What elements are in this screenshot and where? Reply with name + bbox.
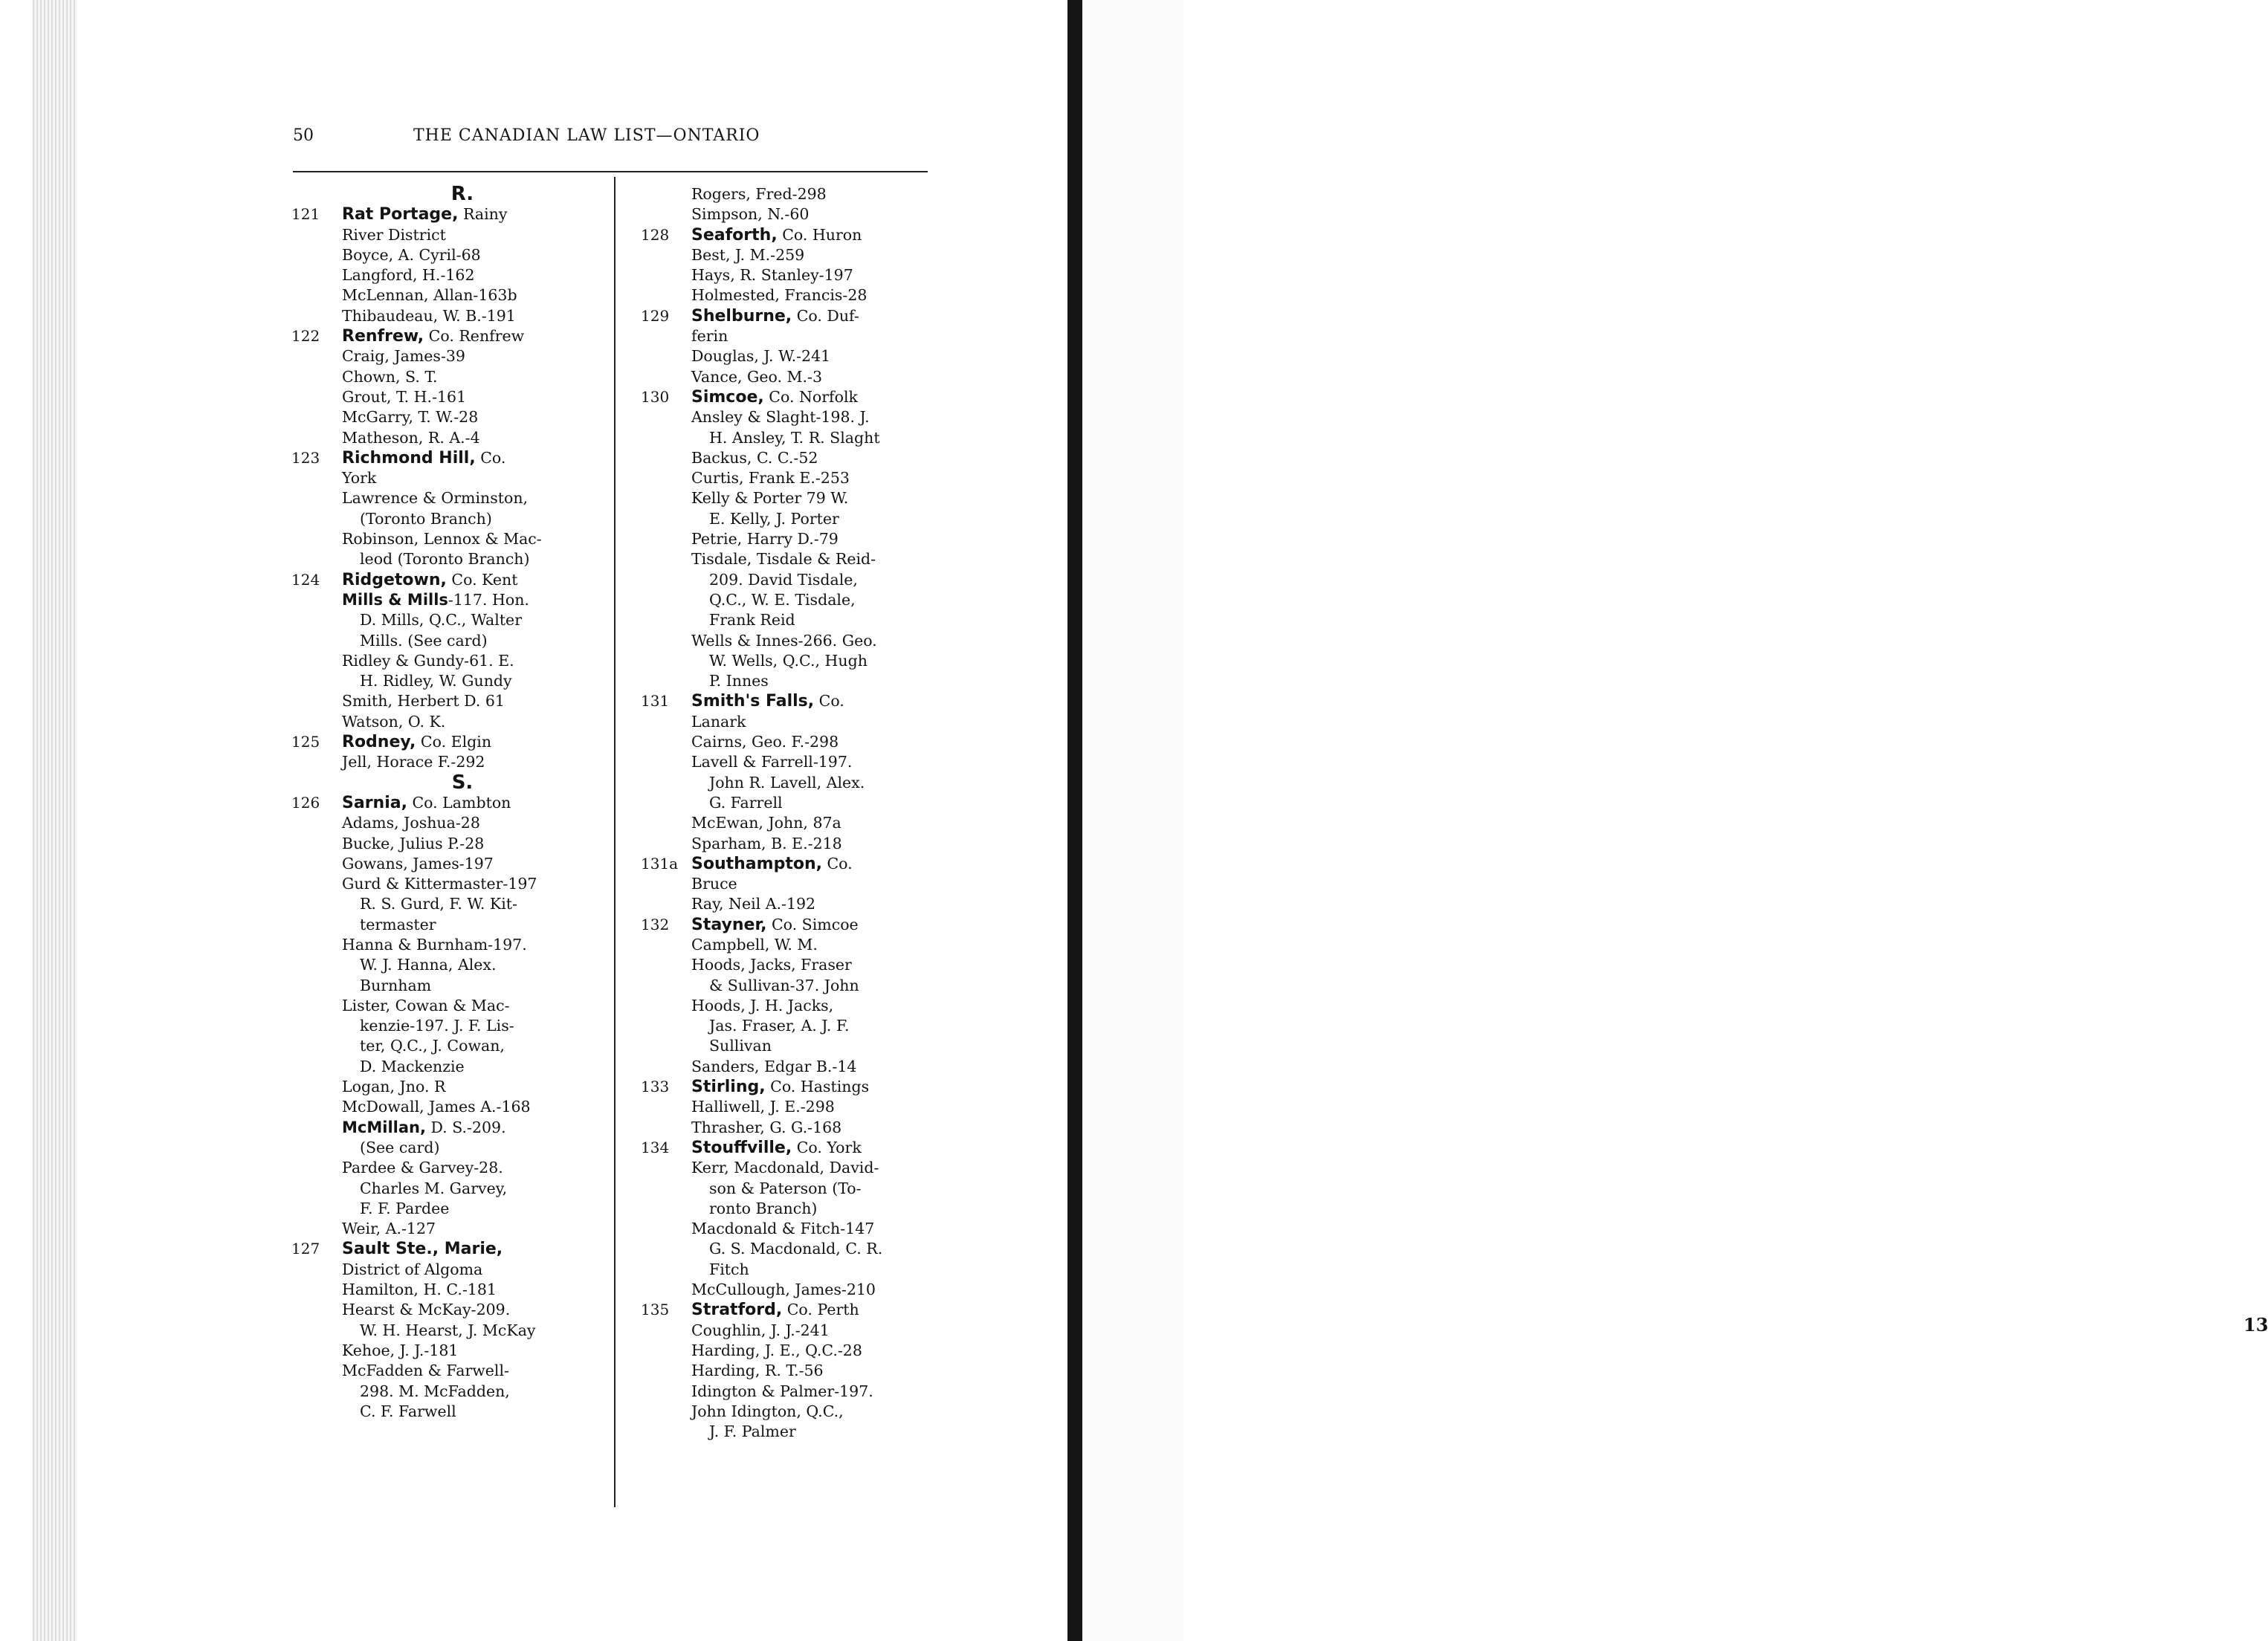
listing-line: Mills. (See card) [360,631,488,650]
county-name: Co. Huron [782,225,862,244]
listing-line: Idington & Palmer-197. [691,1382,873,1400]
county-name: Co. [480,448,506,467]
town-name: Shelburne, [691,306,792,326]
listing-line: Petrie, Harry D.-79 [691,530,839,548]
listing-line: Weir, A.-127 [342,1220,436,1238]
entry-number: 127 [291,1240,320,1258]
county-name: Co. Perth [786,1301,859,1319]
listing-line: Mills & Mills-117. Hon. [342,590,529,609]
town-name: Stouffville, [691,1138,792,1157]
listing-line: McLennan, Allan-163b [342,286,517,305]
town-entry [641,225,938,306]
listing-line: Frank Reid [709,611,795,629]
column-divider [614,177,616,1507]
town-name: Renfrew, [342,327,424,346]
listing-line: Hoods, Jacks, Fraser [691,956,852,974]
listing-line: H. Ridley, W. Gundy [360,672,512,690]
town-name: Stayner, [691,915,767,934]
listing-line: Tisdale, Tisdale & Reid- [691,550,876,569]
town-name: Southampton, [691,854,822,873]
listing-line: kenzie-197. J. F. Lis- [360,1017,514,1035]
listing-line: P. Innes [709,672,769,690]
listing-line: Thrasher, G. G.-168 [691,1118,842,1136]
county-name: Co. Lambton [412,793,511,812]
entry-number: 130 [641,387,670,406]
listing-line: Ray, Neil A.-192 [691,895,816,913]
listing-line: McDowall, James A.-168 [342,1098,531,1116]
listing-line: son & Paterson (To- [709,1179,862,1197]
town-entry [291,204,589,326]
listing-line: John Idington, Q.C., [691,1402,844,1420]
town-entry [641,854,938,915]
entry-number: 128 [641,225,670,244]
town-heading [691,225,938,245]
listing-line: Curtis, Frank E.-253 [691,469,850,488]
listing-line: Grout, T. H.-161 [342,387,467,406]
listing-line: Chown, S. T. [342,367,438,386]
county-name: Co. Duf- [796,306,859,325]
town-heading [691,854,938,874]
listing-line: Jell, Horace F.-292 [342,753,485,771]
listing-line: Ridley & Gundy-61. E. [342,651,514,670]
listing-line: Best, J. M.-259 [691,245,805,264]
continued-listing [641,184,938,225]
listing-line: Q.C., W. E. Tisdale, [709,590,856,609]
town-name: Simcoe, [691,387,764,407]
right-column [641,184,938,1442]
facing-page [1082,0,2268,1641]
listing-line: Gowans, James-197 [342,854,494,873]
listing-line: Watson, O. K. [342,712,446,731]
listing-line: Gurd & Kittermaster-197 [342,875,537,893]
section-letter: S. [451,771,474,794]
listing-line: Sparham, B. E.-218 [691,834,842,852]
listing-line: ronto Branch) [709,1199,818,1217]
listing-line: Hearst & McKay-209. [342,1301,511,1319]
town-heading [691,1077,938,1097]
listing-line: J. F. Palmer [709,1422,796,1441]
listing-line: Boyce, A. Cyril-68 [342,245,481,264]
listing-line: C. F. Farwell [360,1402,456,1420]
town-name: Smith's Falls, [691,692,815,711]
listing-line: McEwan, John, 87a [691,814,841,832]
town-heading [342,326,589,346]
listing-line: ter, Q.C., J. Cowan, [360,1037,505,1055]
listing-line: Holmested, Francis-28 [691,286,868,305]
town-entry [291,570,589,732]
town-entry [641,1300,938,1442]
listing-line: Kerr, Macdonald, David- [691,1159,879,1177]
listing-line: Ansley & Slaght-198. J. [691,408,870,427]
town-heading [691,1138,938,1158]
entry-number: 135 [641,1301,670,1319]
entry-number: 133 [641,1078,670,1096]
listing-line: River District [342,225,446,244]
listing-line: Simpson, N.-60 [691,205,810,224]
listing-line: Hamilton, H. C.-181 [342,1281,497,1299]
listing-line: D. Mackenzie [360,1057,465,1075]
town-entry [641,1138,938,1300]
listing-line: Douglas, J. W.-241 [691,347,831,366]
entry-number: 134 [641,1138,670,1156]
firm-name: McMillan, [342,1118,426,1136]
listing-line: Harding, R. T.-56 [691,1362,824,1380]
county-name: Co. Norfolk [769,387,858,406]
town-entry [641,691,938,853]
listing-line: Macdonald & Fitch-147 [691,1220,875,1238]
town-heading [342,793,589,813]
section-letter: R. [450,183,474,205]
town-entry [641,915,938,1077]
listing-line: Lawrence & Orminston, [342,489,529,508]
listing-line: Vance, Geo. M.-3 [691,367,822,386]
listing-line: Lavell & Farrell-197. [691,753,853,771]
book-page-edges [33,0,77,1641]
listing-line: Sullivan [709,1037,772,1055]
listing-line: Kelly & Porter 79 W. [691,489,849,508]
listing-line: McCullough, James-210 [691,1281,876,1299]
town-entry [291,793,589,1240]
entry-number: 129 [641,306,670,325]
page-number: 50 [293,126,314,145]
listing-line: Logan, Jno. R [342,1078,446,1096]
county-name: Co. Elgin [420,733,492,751]
entry-number: 125 [291,733,320,751]
listing-line: John R. Lavell, Alex. [709,773,865,792]
listing-line: Jas. Fraser, A. J. F. [709,1017,850,1035]
listing-line: Lanark [691,712,746,731]
listing-line: Harding, J. E., Q.C.-28 [691,1341,862,1359]
listing-line: Thibaudeau, W. B.-191 [342,306,516,325]
listing-line: Bruce [691,875,737,893]
listing-line: Charles M. Garvey, [360,1179,508,1197]
town-name: Ridgetown, [342,570,447,589]
town-heading [691,306,938,326]
county-name: Co. York [796,1138,862,1156]
listing-line: G. S. Macdonald, C. R. [709,1240,883,1258]
listing-line: Pardee & Garvey-28. [342,1159,503,1177]
town-heading [342,204,589,224]
entry-number: 124 [291,570,320,589]
town-name: Rat Portage, [342,205,459,224]
listing-line: Wells & Innes-266. Geo. [691,631,877,650]
town-heading [691,691,938,711]
town-name: Stirling, [691,1078,766,1097]
entry-number: 132 [641,915,670,933]
listing-line: Bucke, Julius P.-28 [342,834,485,852]
listing-line: leod (Toronto Branch) [360,550,530,569]
listing-line: Craig, James-39 [342,347,465,366]
town-entry [291,448,589,570]
county-name: Co. Kent [451,570,518,589]
listing-line: Sanders, Edgar B.-14 [691,1057,857,1075]
town-heading [342,1239,589,1259]
listing-line: F. F. Pardee [360,1199,450,1217]
listing-line: 298. M. McFadden, [360,1382,510,1400]
listing-line: McGarry, T. W.-28 [342,408,479,427]
listing-line: Langford, H.-162 [342,266,475,285]
listing-line: Halliwell, J. E.-298 [691,1098,835,1116]
listing-line: (See card) [360,1138,440,1156]
listing-line: W. J. Hanna, Alex. [360,956,497,974]
listing-line: McFadden & Farwell- [342,1362,509,1380]
header-rule [293,171,928,172]
entry-number: 121 [291,205,320,224]
town-heading [342,732,589,752]
town-entry [291,326,589,448]
entry-number: 131 [641,692,670,711]
town-name: Richmond Hill, [342,448,476,467]
listing-line: Adams, Joshua-28 [342,814,480,832]
listing-line: York [342,469,377,488]
town-entry [291,732,589,773]
listing-line: Backus, C. C.-52 [691,448,818,467]
left-column [291,184,589,1422]
town-entry [291,1239,589,1422]
entry-number: 122 [291,327,320,346]
entry-number: 131a [641,854,679,873]
listing-line: W. Wells, Q.C., Hugh [709,651,868,670]
listing-line: Smith, Herbert D. 61 [342,692,505,711]
county-name: Co. Simcoe [771,915,859,933]
county-name: Co. [827,854,853,873]
listing-line: G. Farrell [709,793,783,812]
listing-line: Coughlin, J. J.-241 [691,1321,830,1339]
town-heading [691,915,938,935]
county-name: Co. Hastings [770,1078,870,1096]
town-heading [691,1300,938,1320]
town-name: Rodney, [342,733,416,752]
listing-line: W. H. Hearst, J. McKay [360,1321,536,1339]
town-name: Sault Ste., Marie, [342,1240,503,1259]
entry-number: 123 [291,448,320,467]
listing-line: Hoods, J. H. Jacks, [691,996,834,1014]
town-heading [342,570,589,590]
listing-line: (Toronto Branch) [360,509,492,528]
listing-line: Lister, Cowan & Mac- [342,996,510,1014]
listing-line: Robinson, Lennox & Mac- [342,530,542,548]
book-gutter [1067,0,1082,1641]
listing-line: Hanna & Burnham-197. [342,935,527,954]
listing-line: Burnham [360,976,432,994]
listing-line: McMillan, D. S.-209. [342,1118,506,1136]
town-entry [641,306,938,387]
county-name: Rainy [462,205,508,224]
town-name: Sarnia, [342,793,407,812]
town-name: Seaforth, [691,225,778,245]
county-name: Co. [818,692,844,711]
county-name: Co. Renfrew [428,327,525,346]
firm-name: Mills & Mills [342,590,448,609]
listing-line: & Sullivan-37. John [709,976,859,994]
listing-line: 209. David Tisdale, [709,570,858,589]
listing-line: Matheson, R. A.-4 [342,428,480,447]
listing-line: District of Algoma [342,1260,483,1278]
town-name: Stratford, [691,1301,783,1320]
listing-line: Rogers, Fred-298 [691,185,827,203]
listing-line: E. Kelly, J. Porter [709,509,839,528]
listing-line: D. Mills, Q.C., Walter [360,611,522,629]
listing-line: H. Ansley, T. R. Slaght [709,428,880,447]
listing-line: termaster [360,915,436,933]
facing-page-number: 13 [2243,1314,2268,1336]
listing-line: Cairns, Geo. F.-298 [691,733,839,751]
listing-line: Kehoe, J. J.-181 [342,1341,459,1359]
town-entry [641,387,938,691]
town-heading [691,387,938,407]
town-heading [342,448,589,468]
page-title: THE CANADIAN LAW LIST—ONTARIO [413,126,760,145]
listing-line: Campbell, W. M. [691,935,818,954]
listing-line: Fitch [709,1260,749,1278]
entry-number: 126 [291,793,320,812]
town-entry [641,1077,938,1138]
running-head [293,126,928,153]
listing-line: Hays, R. Stanley-197 [691,266,853,285]
listing-line: R. S. Gurd, F. W. Kit- [360,895,517,913]
listing-line: ferin [691,327,728,346]
